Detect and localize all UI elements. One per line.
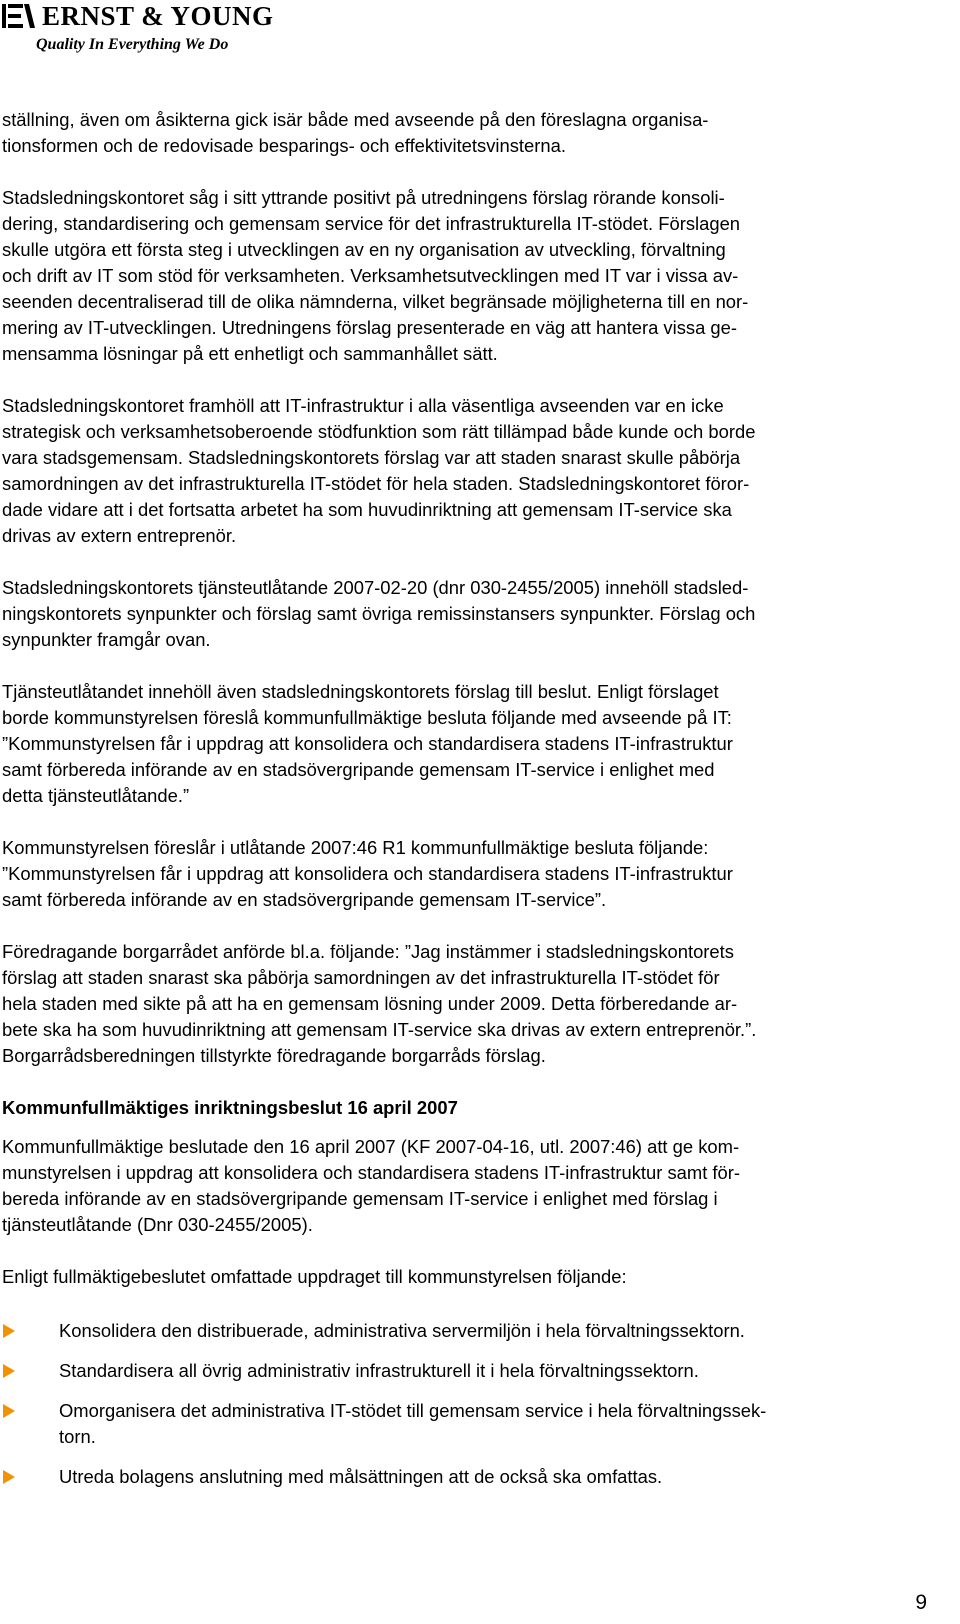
bullet-triangle-icon: [3, 1404, 15, 1418]
list-item: [2, 1318, 940, 1344]
bullet-list: [2, 1318, 940, 1490]
paragraph-1: [2, 107, 940, 159]
paragraph-8: [2, 1134, 940, 1238]
list-item-text: Omorganisera det administrativa IT-stödet till gemensam service i hela förvaltningssek-: [59, 1400, 767, 1421]
text-line: samt förbereda införande av en stadsövergripande gemensam IT-service”.: [2, 889, 607, 910]
paragraph-4: [2, 575, 940, 653]
paragraph-3: [2, 393, 940, 549]
company-name: ERNST & YOUNG: [42, 1, 274, 31]
list-item-text: Utreda bolagens anslutning med målsättningen att de också ska omfattas.: [59, 1466, 663, 1487]
page-number: 9: [915, 1591, 927, 1614]
list-item: [2, 1398, 940, 1450]
text-line: Föredragande borgarrådet anförde bl.a. följande: ”Jag instämmer i stadsledningskontorets: [2, 941, 734, 962]
text-line: mensamma lösningar på ett enhetligt och sammanhållet sätt.: [2, 343, 498, 364]
text-line: bete ska ha som huvudinriktning att gemensam IT-service ska drivas av extern entreprenör.”.: [2, 1019, 757, 1040]
ernst-young-logo: [2, 0, 274, 58]
text-line: seenden decentraliserad till de olika nämnderna, vilket begränsade möjligheterna till en nor-: [2, 291, 749, 312]
bullet-triangle-icon: [3, 1324, 15, 1338]
paragraph-7: [2, 939, 940, 1069]
text-line: dade vidare att i det fortsatta arbetet ha som huvudinriktning att gemensam IT-service ska: [2, 499, 732, 520]
list-item: [2, 1464, 940, 1490]
text-line: skulle utgöra ett första steg i utvecklingen av en ny organisation av utveckling, förvaltning: [2, 239, 726, 260]
text-line: samt förbereda införande av en stadsövergripande gemensam IT-service i enlighet med: [2, 759, 715, 780]
text-line: bereda införande av en stadsövergripande gemensam IT-service i enlighet med förslag i: [2, 1188, 718, 1209]
text-line: Kommunfullmäktige beslutade den 16 april 2007 (KF 2007-04-16, utl. 2007:46) att ge kom-: [2, 1136, 740, 1157]
text-line: tjänsteutlåtande (Dnr 030-2455/2005).: [2, 1214, 313, 1235]
list-item-text: Konsolidera den distribuerade, administrativa servermiljön i hela förvaltningssektorn.: [59, 1320, 745, 1341]
section-heading: Kommunfullmäktiges inriktningsbeslut 16 april 2007: [2, 1097, 458, 1118]
text-line: strategisk och verksamhetsoberoende stödfunktion som rätt tillämpad både kunde och borde: [2, 421, 756, 442]
text-line: vara stadsgemensam. Stadsledningskontorets förslag var att staden snarast skulle påbörja: [2, 447, 741, 468]
list-item-text: torn.: [59, 1426, 96, 1447]
text-line: ”Kommunstyrelsen får i uppdrag att konsolidera och standardisera stadens IT-infrastruktur: [2, 863, 733, 884]
text-line: Stadsledningskontoret framhöll att IT-infrastruktur i alla väsentliga avseenden var en icke: [2, 395, 724, 416]
text-line: Kommunstyrelsen föreslår i utlåtande 2007:46 R1 kommunfullmäktige besluta följande:: [2, 837, 709, 858]
text-line: tionsformen och de redovisade besparings- och effektivitetsvinsterna.: [2, 135, 566, 156]
text-line: synpunkter framgår ovan.: [2, 629, 211, 650]
paragraph-2: [2, 185, 940, 367]
text-line: Stadsledningskontorets tjänsteutlåtande 2007-02-20 (dnr 030-2455/2005) innehöll stadsled-: [2, 577, 749, 598]
text-line: förslag att staden snarast ska påbörja samordningen av det infrastrukturella IT-stödet för: [2, 967, 720, 988]
text-line: samordningen av det infrastrukturella IT-stödet för hela staden. Stadsledningskontoret föror-: [2, 473, 750, 494]
text-line: Borgarrådsberedningen tillstyrkte föredragande borgarråds förslag.: [2, 1045, 546, 1066]
company-tagline: Quality In Everything We Do: [36, 36, 229, 53]
paragraph-6: [2, 835, 940, 913]
text-line: detta tjänsteutlåtande.”: [2, 785, 190, 806]
text-line: Tjänsteutlåtandet innehöll även stadsledningskontorets förslag till beslut. Enligt förslaget: [2, 681, 719, 702]
ey-logo-mark-icon: [2, 1, 38, 31]
text-line: munstyrelsen i uppdrag att konsolidera och standardisera stadens IT-infrastruktur samt för-: [2, 1162, 741, 1183]
bullet-triangle-icon: [3, 1364, 15, 1378]
text-line: ställning, även om åsikterna gick isär både med avseende på den föreslagna organisa-: [2, 109, 709, 130]
paragraph-9: Enligt fullmäktigebeslutet omfattade uppdraget till kommunstyrelsen följande:: [2, 1266, 627, 1287]
text-line: ningskontorets synpunkter och förslag samt övriga remissinstansers synpunkter. Förslag och: [2, 603, 756, 624]
bullet-triangle-icon: [3, 1470, 15, 1484]
text-line: ”Kommunstyrelsen får i uppdrag att konsolidera och standardisera stadens IT-infrastruktur: [2, 733, 733, 754]
text-line: drivas av extern entreprenör.: [2, 525, 237, 546]
text-line: borde kommunstyrelsen föreslå kommunfullmäktige besluta följande med avseende på IT:: [2, 707, 732, 728]
text-line: Stadsledningskontoret såg i sitt yttrande positivt på utredningens förslag rörande konsoli-: [2, 187, 725, 208]
text-line: mering av IT-utvecklingen. Utredningens förslag presenterade en väg att hantera vissa ge-: [2, 317, 738, 338]
text-line: och drift av IT som stöd för verksamheten. Verksamhetsutvecklingen med IT var i vissa av-: [2, 265, 739, 286]
text-line: dering, standardisering och gemensam service för det infrastrukturella IT-stödet. Förslagen: [2, 213, 741, 234]
list-item-text: Standardisera all övrig administrativ infrastrukturell it i hela förvaltningssektorn.: [59, 1360, 699, 1381]
text-line: hela staden med sikte på att ha en gemensam lösning under 2009. Detta förberedande ar-: [2, 993, 738, 1014]
list-item: [2, 1358, 940, 1384]
paragraph-5: [2, 679, 940, 809]
document-body: [2, 107, 940, 1490]
